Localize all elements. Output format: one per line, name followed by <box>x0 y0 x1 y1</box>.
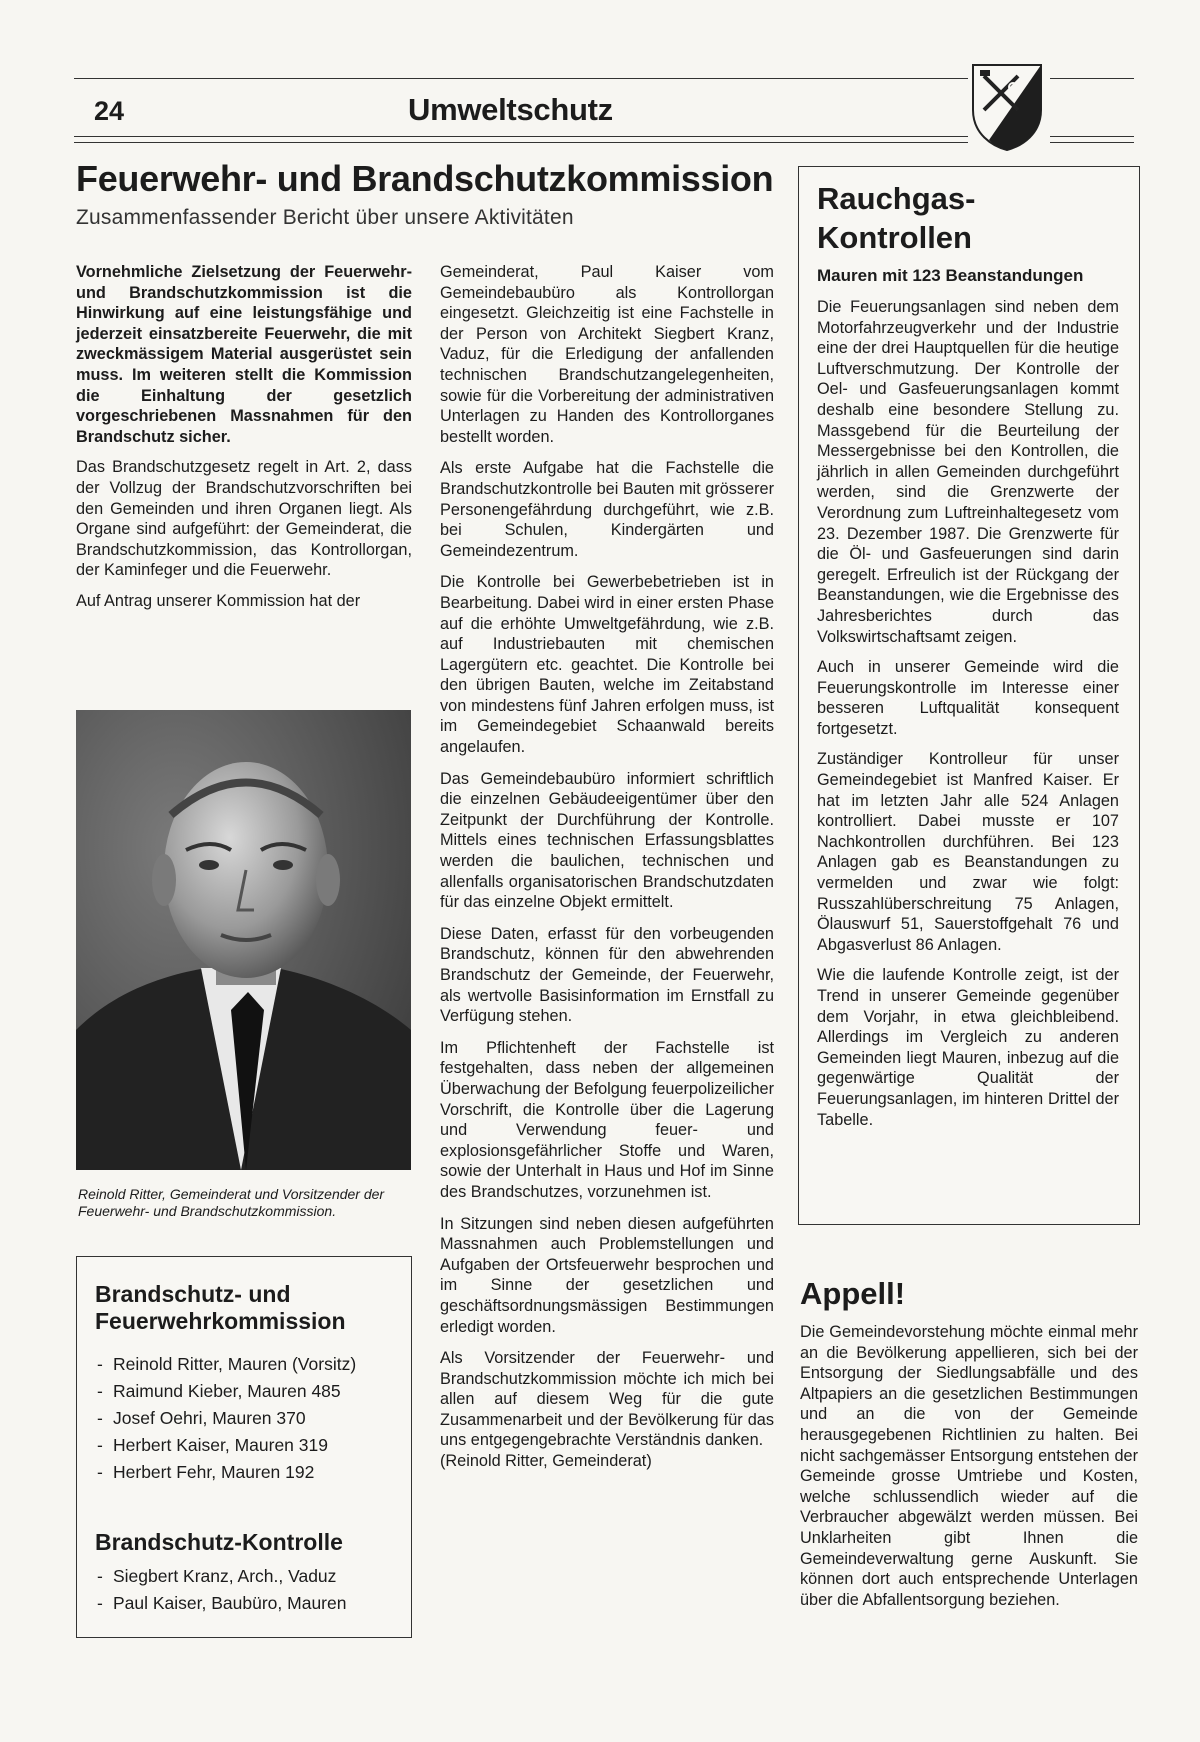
sidebar-paragraph: Auch in unserer Gemeinde wird die Feuerungskontrolle im Interesse einer besseren Luftqualität konsequent fortgesetzt. <box>817 658 1119 738</box>
appell-body: Die Gemeindevorstehung möchte einmal mehr an die Bevölkerung appellieren, sich bei der Entsorgung der Siedlungsabfälle und des Altpapiers an die gesetzlichen Bestimmungen und an die von der Gemeinde herausgegebenen Richtlinien zu halten. Bei nicht sachgemässer Entsorgung entstehen der Gemeinde grosse Umtriebe und Kosten, welche schlussendlich wieder auf die Verbraucher abgewälzt werden müssen. Bei Unklarheiten gibt Ihnen die Gemeindeverwaltung gerne Auskunft. Sie können dort auch entsprechende Unterlagen über die Abfallentsorgung beziehen. <box>800 1323 1138 1609</box>
list-item: - Josef Oehri, Mauren 370 <box>97 1405 357 1432</box>
article-paragraph: Als Vorsitzender der Feuerwehr- und Brandschutzkommission möchte ich mich bei allen auf diesem Weg für die gute Zusammenarbeit und der Bevölkerung für das uns entgegengebrachte Verständnis danken. <box>440 1349 774 1450</box>
list-item: - Raimund Kieber, Mauren 485 <box>97 1378 357 1405</box>
control-heading: Brandschutz-Kontrolle <box>95 1529 343 1555</box>
sidebar-title <box>817 179 975 257</box>
rauchgas-box <box>798 166 1140 1225</box>
municipal-coat-of-arms-icon <box>970 62 1044 152</box>
article-paragraph: Diese Daten, erfasst für den vorbeugenden Brandschutz, können für den abwehrenden Brandschutz der Gemeinde, der Feuerwehr, als wertvolle Basisinformation im Ernstfall zu Verfügung stehen. <box>440 924 774 1026</box>
header-bottom-rule-right-1 <box>1050 136 1134 137</box>
list-item: - Reinold Ritter, Mauren (Vorsitz) <box>97 1351 357 1378</box>
article-column-1 <box>76 262 412 622</box>
header-bottom-rule-2 <box>74 142 968 143</box>
header-top-rule-right <box>1050 78 1134 79</box>
article-signature: (Reinold Ritter, Gemeinderat) <box>440 1452 652 1471</box>
list-item: - Herbert Fehr, Mauren 192 <box>97 1459 357 1486</box>
article-paragraph: Gemeinderat, Paul Kaiser vom Gemeindebaubüro als Kontrollorgan eingesetzt. Gleichzeitig ist eine Fachstelle in der Person von Architekt Siegbert Kranz, Vaduz, für die Erledigung der anfallenden technischen Brandschutzangelegenheiten, sowie für die Vorbereitung der administrativen Unterlagen zu Handen des Kontrollorganes bestellt worden. <box>440 263 774 446</box>
sidebar-title-line-2: Kontrollen <box>817 220 972 255</box>
header-bottom-rule-right-2 <box>1050 142 1134 143</box>
commission-heading: Brandschutz- und Feuerwehrkommission <box>95 1281 346 1334</box>
commission-box <box>76 1256 412 1638</box>
sidebar-subtitle: Mauren mit 123 Beanstandungen <box>817 266 1084 285</box>
article-paragraph: In Sitzungen sind neben diesen aufgeführten Massnahmen auch Problemstellungen und Aufgaben der Ortsfeuerwehr besprochen und im Sinne der gesetzlichen und geschäftsordnungsmässigen Bestimmungen erledigt worden. <box>440 1214 774 1336</box>
control-member-list <box>97 1563 397 1617</box>
list-item: - Siegbert Kranz, Arch., Vaduz <box>97 1563 397 1590</box>
article-paragraph: Das Brandschutzgesetz regelt in Art. 2, dass der Vollzug der Brandschutzvorschriften bei den Gemeinden und ihren Organen liegt. Als Organe sind aufgeführt: der Gemeinderat, die Brandschutzkommission, das Kontrollorgan, der Kaminfeger und die Feuerwehr. <box>76 458 412 580</box>
sidebar-title-line-1: Rauchgas- <box>817 181 976 216</box>
article-paragraph: Die Kontrolle bei Gewerbebetrieben ist in Bearbeitung. Dabei wird in einer ersten Phase auf die erhöhte Umweltgefährdung, wie z.B. auf Industriebauten mit chemischen Lagergütern etc. geachtet. Die Kontrolle bei den übrigen Bauten, welche im Zeitabstand von mindestens fünf Jahren erfolgen muss, ist im Gemeindegebiet Schaanwald bereits angelaufen. <box>440 573 774 757</box>
header-bottom-rule-1 <box>74 136 968 137</box>
sidebar-paragraph: Wie die laufende Kontrolle zeigt, ist der Trend in unserer Gemeinde gegenüber dem Vorjahr, in etwa gleichbleibend. Allerdings im Vergleich zu anderen Gemeinden liegt Mauren, inbezug auf die gegenwärtige Qualität der Feuerungsanlagen, im hinteren Drittel der Tabelle. <box>817 966 1119 1129</box>
article-lead: Vornehmliche Zielsetzung der Feuerwehr- und Brandschutzkommission ist die Hinwirkung auf eine leistungsfähige und jederzeit einsatzbereite Feuerwehr, die mit zweckmässigem Material ausgerüstet sein muss. Im weiteren stellt die Kommission die Einhaltung der gesetzlich vorgeschriebenen Massnahmen für den Brandschutz sicher. <box>76 263 412 446</box>
article-paragraph: Das Gemeindebaubüro informiert schriftlich die einzelnen Gebäudeeigentümer über den Zeitpunkt der Durchführung der Kontrolle. Mittels eines technischen Erfassungsblattes werden die baulichen, technischen und allenfalls organisatorischen Brandschutzdaten für das einzelne Objekt ermittelt. <box>440 769 774 912</box>
commission-member-list <box>97 1351 357 1486</box>
article-paragraph: Im Pflichtenheft der Fachstelle ist festgehalten, dass neben der allgemeinen Überwachung der Befolgung feuerpolizeilicher Vorschrift, die Kontrolle über die Lagerung und Verwendung feuer- und explosionsgefährlicher Stoffe und Waren, sowie der Unterhalt in Haus und Hof im Sinne des Brandschutzes, vorzunehmen ist. <box>440 1038 774 1201</box>
article-paragraph: Auf Antrag unserer Kommission hat der <box>76 591 361 610</box>
article-subtitle: Zusammenfassender Bericht über unsere Aktivitäten <box>76 206 574 229</box>
photo-caption: Reinold Ritter, Gemeinderat und Vorsitzender der Feuerwehr- und Brandschutzkommission. <box>78 1186 385 1219</box>
sidebar-paragraph: Zuständiger Kontrolleur für unser Gemeindegebiet ist Manfred Kaiser. Er hat im letzten Jahr alle 524 Anlagen kontrolliert. Dabei musste er 107 Nachkontrollen durchführen. Bei 123 Anlagen gab es Beanstandungen zu vermelden und zwar wie folgt: Russzahlüberschreitung 75 Anlagen, Ölauswurf 51, Sauerstoffgehalt 76 und Abgasverlust 86 Anlagen. <box>817 750 1119 954</box>
article-column-2 <box>440 262 774 1483</box>
page-number: 24 <box>94 96 125 126</box>
appell-title: Appell! <box>800 1276 906 1311</box>
section-title: Umweltschutz <box>408 92 613 127</box>
header-top-rule <box>74 78 968 79</box>
sidebar-paragraph: Die Feuerungsanlagen sind neben dem Motorfahrzeugverkehr und der Industrie eine der drei Hauptquellen für die heutige Luftverschmutzung. Der Kontrolle der Oel- und Gasfeuerungsanlagen kommt deshalb eine besondere Stellung zu. Massgebend für die Beurteilung der Messergebnisse bei den Kontrollen, die jährlich in allen Gemeinden durchgeführt werden, sind die Grenzwerte der Verordnung zum Luftreinhaltegesetz vom 23. Dezember 1987. Die Grenzwerte für die Öl- und Gasfeuerungen sind darin geregelt. Erfreulich ist der Rückgang der Beanstandungen, wie die Ergebnisse des Jahresberichtes durch das Volkswirtschaftsamt zeigen. <box>817 298 1119 646</box>
list-item: - Herbert Kaiser, Mauren 319 <box>97 1432 357 1459</box>
list-item: - Paul Kaiser, Baubüro, Mauren <box>97 1590 397 1617</box>
article-title: Feuerwehr- und Brandschutzkommission <box>76 158 774 199</box>
sidebar-body <box>817 297 1119 1140</box>
portrait-photo <box>76 710 411 1170</box>
article-paragraph: Als erste Aufgabe hat die Fachstelle die Brandschutzkontrolle bei Bauten mit grösserer Personengefährdung durchgeführt, wie z.B. bei Schulen, Kindergärten und Gemeindezentrum. <box>440 459 774 560</box>
